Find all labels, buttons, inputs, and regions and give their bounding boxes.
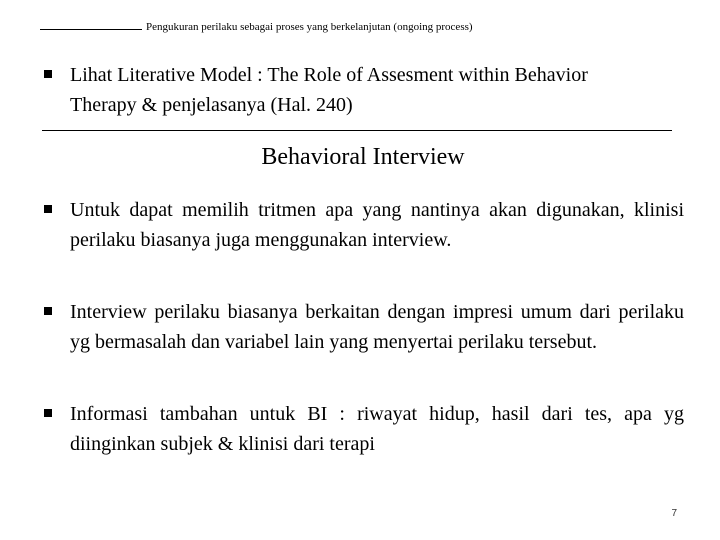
header-underline: [40, 29, 142, 30]
section-divider: [42, 130, 672, 131]
bullet-item-informasi-tambahan: [44, 399, 684, 459]
bullet-item-interview-perilaku: [44, 297, 684, 357]
square-bullet-icon: [44, 205, 52, 213]
bullet-item-tritmen: [44, 195, 684, 255]
bullet-text: Informasi tambahan untuk BI : riwayat hidup, hasil dari tes, apa yg diinginkan subjek & klinisi dari terapi: [70, 403, 684, 455]
square-bullet-icon: [44, 307, 52, 315]
header-text: Pengukuran perilaku sebagai proses yang berkelanjutan (ongoing process): [146, 21, 473, 33]
bullet-text: Lihat Literative Model : The Role of Assesment within Behavior Therapy & penjelasanya (Hal. 240): [70, 64, 588, 116]
bullet-item-literative-model: [44, 60, 644, 120]
square-bullet-icon: [44, 409, 52, 417]
square-bullet-icon: [44, 70, 52, 78]
slide-header: [40, 20, 473, 34]
page-number: 7: [671, 508, 677, 519]
bullet-text: Interview perilaku biasanya berkaitan dengan impresi umum dari perilaku yg bermasalah dan variabel lain yang menyertai perilaku tersebut.: [70, 301, 684, 353]
bullet-text: Untuk dapat memilih tritmen apa yang nantinya akan digunakan, klinisi perilaku biasanya juga menggunakan interview.: [70, 199, 684, 251]
section-title: Behavioral Interview: [261, 144, 465, 170]
